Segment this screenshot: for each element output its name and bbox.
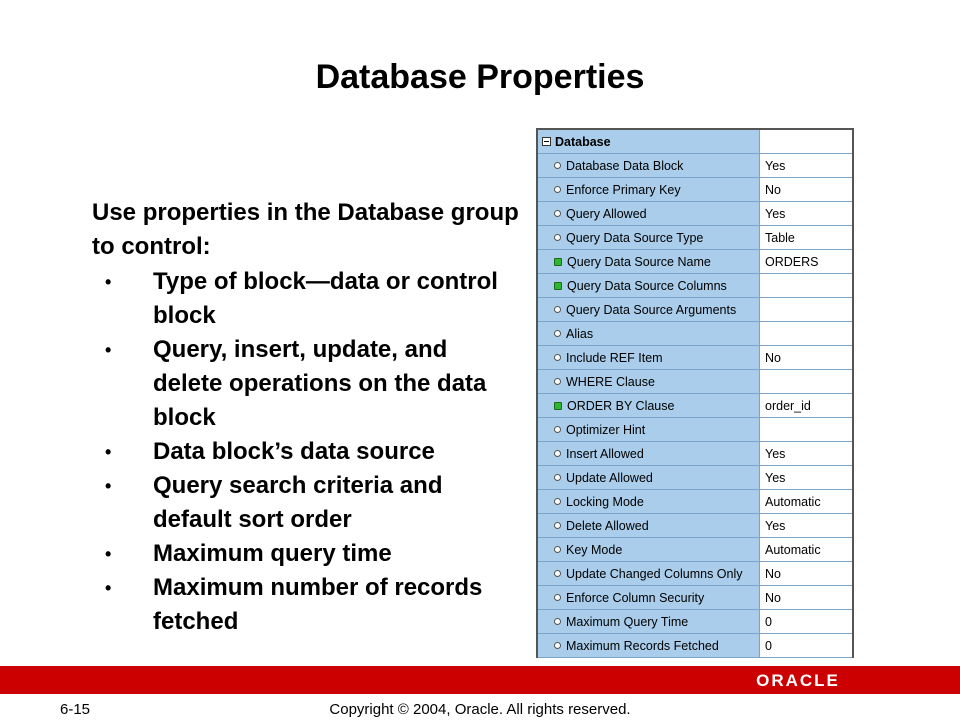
changed-property-icon [554, 258, 562, 266]
bullet-item [100, 265, 520, 333]
bullet-item [100, 435, 520, 469]
property-name: Maximum Query Time [566, 614, 689, 629]
property-group-header[interactable] [538, 130, 852, 154]
property-name: Query Data Source Name [567, 254, 711, 269]
property-palette [536, 128, 854, 658]
bullet-item [100, 571, 520, 639]
property-name: WHERE Clause [566, 374, 655, 389]
property-name: ORDER BY Clause [567, 398, 675, 413]
property-name: Include REF Item [566, 350, 663, 365]
bullet-icon: • [105, 476, 112, 496]
property-value[interactable]: No [760, 346, 852, 369]
default-property-icon [554, 378, 561, 385]
default-property-icon [554, 546, 561, 553]
default-property-icon [554, 234, 561, 241]
property-row[interactable] [538, 394, 852, 418]
bullet-item [100, 469, 520, 537]
property-row[interactable] [538, 442, 852, 466]
bullet-item [100, 333, 520, 435]
oracle-logo-text: ORACLE [756, 671, 840, 689]
default-property-icon [554, 618, 561, 625]
property-value[interactable]: order_id [760, 394, 852, 417]
default-property-icon [554, 450, 561, 457]
property-row[interactable] [538, 274, 852, 298]
property-value[interactable] [760, 418, 852, 441]
property-row[interactable] [538, 514, 852, 538]
property-value[interactable] [760, 322, 852, 345]
property-name: Delete Allowed [566, 518, 649, 533]
default-property-icon [554, 354, 561, 361]
property-value[interactable]: Yes [760, 154, 852, 177]
bullet-icon: • [105, 272, 112, 292]
property-value[interactable] [760, 370, 852, 393]
property-value[interactable]: ORDERS [760, 250, 852, 273]
default-property-icon [554, 162, 561, 169]
property-row[interactable] [538, 370, 852, 394]
default-property-icon [554, 210, 561, 217]
copyright-text: Copyright © 2004, Oracle. All rights reserved. [329, 701, 631, 718]
bullet-icon: • [105, 442, 112, 462]
property-value[interactable] [760, 298, 852, 321]
property-row[interactable] [538, 418, 852, 442]
bullet-text: Query, insert, update, and delete operations on the data block [153, 336, 487, 431]
bullet-text: Maximum number of records fetched [153, 574, 483, 635]
property-name: Maximum Records Fetched [566, 638, 719, 653]
property-name: Insert Allowed [566, 446, 644, 461]
bullet-icon: • [105, 340, 112, 360]
bullet-text: Maximum query time [153, 540, 392, 567]
property-row[interactable] [538, 538, 852, 562]
property-value[interactable]: Automatic [760, 490, 852, 513]
property-name: Update Allowed [566, 470, 653, 485]
property-value[interactable]: Yes [760, 466, 852, 489]
default-property-icon [554, 522, 561, 529]
bullet-item [100, 537, 520, 571]
bullet-icon: • [105, 544, 112, 564]
default-property-icon [554, 330, 561, 337]
property-value[interactable]: Yes [760, 202, 852, 225]
property-row[interactable] [538, 490, 852, 514]
changed-property-icon [554, 402, 562, 410]
changed-property-icon [554, 282, 562, 290]
bullet-list [100, 265, 520, 639]
property-name: Enforce Primary Key [566, 182, 681, 197]
slide-number: 6-15 [60, 701, 91, 718]
property-value[interactable]: Automatic [760, 538, 852, 561]
default-property-icon [554, 306, 561, 313]
intro-text: Use properties in the Database group to control: [92, 199, 519, 260]
bullet-text: Type of block—data or control block [153, 268, 498, 329]
property-name: Query Data Source Columns [567, 278, 727, 293]
property-row[interactable] [538, 346, 852, 370]
property-row[interactable] [538, 466, 852, 490]
slide-title: Database Properties [315, 58, 645, 96]
property-name: Locking Mode [566, 494, 644, 509]
default-property-icon [554, 594, 561, 601]
property-row[interactable] [538, 154, 852, 178]
property-row[interactable] [538, 298, 852, 322]
property-row[interactable] [538, 226, 852, 250]
property-name: Optimizer Hint [566, 422, 646, 437]
property-value[interactable]: No [760, 562, 852, 585]
property-value[interactable]: No [760, 586, 852, 609]
bullet-text: Query search criteria and default sort order [153, 472, 443, 533]
bullet-text: Data block’s data source [153, 438, 435, 465]
property-row[interactable] [538, 322, 852, 346]
default-property-icon [554, 474, 561, 481]
property-row[interactable] [538, 586, 852, 610]
property-value[interactable]: Yes [760, 514, 852, 537]
property-name: Query Data Source Type [566, 230, 704, 245]
property-row[interactable] [538, 178, 852, 202]
collapse-icon[interactable] [542, 137, 551, 146]
default-property-icon [554, 426, 561, 433]
property-value[interactable] [760, 274, 852, 297]
property-group-label: Database [555, 134, 611, 149]
property-row[interactable] [538, 610, 852, 634]
property-rows [538, 154, 852, 658]
oracle-logo [735, 671, 861, 689]
bullet-icon: • [105, 578, 112, 598]
default-property-icon [554, 642, 561, 649]
property-name: Query Allowed [566, 206, 647, 221]
property-row[interactable] [538, 202, 852, 226]
property-row[interactable] [538, 562, 852, 586]
property-value[interactable]: 0 [760, 634, 852, 657]
property-row[interactable] [538, 634, 852, 658]
property-name: Update Changed Columns Only [566, 566, 743, 581]
property-row[interactable] [538, 250, 852, 274]
property-name: Query Data Source Arguments [566, 302, 737, 317]
property-name: Key Mode [566, 542, 623, 557]
default-property-icon [554, 186, 561, 193]
property-value[interactable]: 0 [760, 610, 852, 633]
property-name: Enforce Column Security [566, 590, 705, 605]
property-value[interactable]: Yes [760, 442, 852, 465]
default-property-icon [554, 570, 561, 577]
property-name: Alias [566, 326, 594, 341]
property-name: Database Data Block [566, 158, 684, 173]
default-property-icon [554, 498, 561, 505]
property-value[interactable]: Table [760, 226, 852, 249]
property-value[interactable]: No [760, 178, 852, 201]
